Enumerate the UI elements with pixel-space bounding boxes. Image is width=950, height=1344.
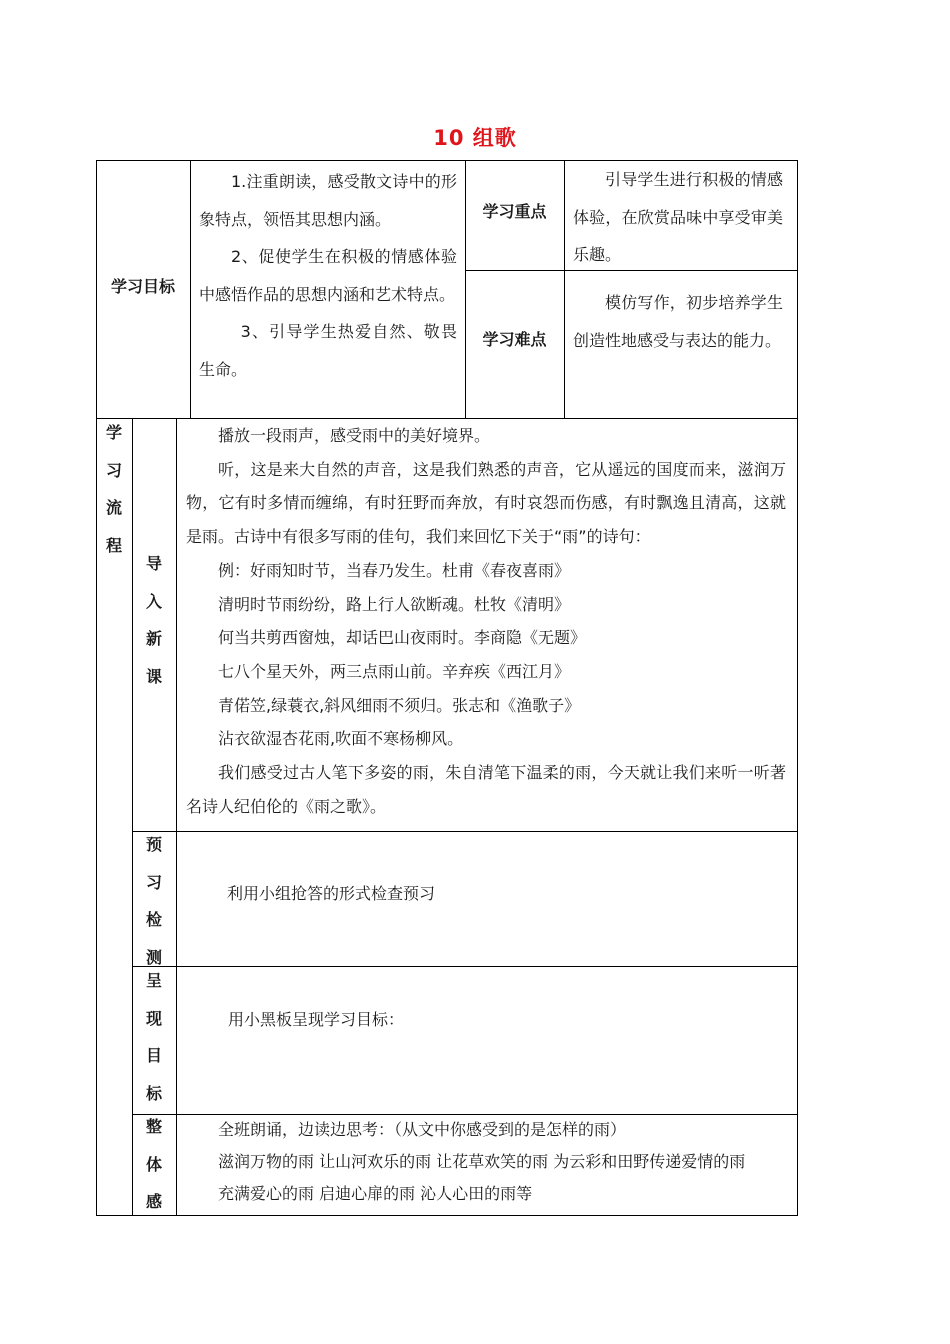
goals-list xyxy=(199,163,457,388)
section-label-goals: 呈 现 目 标 xyxy=(145,971,162,1103)
intro-line: 沾衣欲湿杏花雨,吹面不寒杨柳风。 xyxy=(218,729,464,749)
overall-line: 全班朗诵，边读边思考：（从文中你感受到的是怎样的雨） xyxy=(218,1120,627,1139)
section-label-overall: 整 体 感 xyxy=(145,1117,162,1211)
intro-line: 播放一段雨声，感受雨中的美好境界。 xyxy=(218,426,491,445)
preview-text: 利用小组抢答的形式检查预习 xyxy=(227,884,436,903)
difficulty-label: 学习难点 xyxy=(482,330,547,349)
intro-line: 听，这是来大自然的声音，这是我们熟悉的声音，它从遥远的国度而来，滋润万物，它有时多情而缠绵，有时狂野而奔放，有时哀怨而伤感，有时飘逸且清高，这就是雨。古诗中有很多写雨的佳句，我们来回忆下关于“雨”的诗句： xyxy=(186,459,786,547)
goal-item: 3、引导学生热爱自然、敬畏生命。 xyxy=(199,322,457,379)
overall-line: 充满爱心的雨 启迪心扉的雨 沁人心田的雨等 xyxy=(218,1184,533,1203)
overall-line: 滋润万物的雨 让山河欢乐的雨 让花草欢笑的雨 为云彩和田野传递爱情的雨 xyxy=(218,1152,746,1171)
intro-line: 何当共剪西窗烛，却话巴山夜雨时。李商隐《无题》 xyxy=(218,628,587,648)
intro-content xyxy=(186,419,786,823)
intro-line: 我们感受过古人笔下多姿的雨，朱自清笔下温柔的雨，今天就让我们来听一听著名诗人纪伯伦的《雨之歌》。 xyxy=(186,763,786,816)
process-label: 学 习 流 程 xyxy=(105,423,122,555)
focus-label: 学习重点 xyxy=(482,202,547,221)
overall-content xyxy=(218,1114,793,1210)
document-title: 10 组歌 xyxy=(433,126,517,150)
difficulty-text: 模仿写作，初步培养学生创造性地感受与表达的能力。 xyxy=(573,293,783,350)
goal-item: 2、促使学生在积极的情感体验中感悟作品的思想内涵和艺术特点。 xyxy=(199,247,457,304)
intro-line: 青偌笠,绿蓑衣,斜风细雨不须归。张志和《渔歌子》 xyxy=(218,695,581,715)
intro-line: 清明时节雨纷纷，路上行人欲断魂。杜牧《清明》 xyxy=(218,594,571,614)
intro-line: 例：好雨知时节，当春乃发生。杜甫《春夜喜雨》 xyxy=(218,560,571,580)
section-label-intro: 导 入 新 课 xyxy=(145,554,162,686)
present-goals-text: 用小黑板呈现学习目标： xyxy=(228,1010,405,1029)
section-label-preview: 预 习 检 测 xyxy=(145,835,162,967)
goals-label: 学习目标 xyxy=(110,277,175,296)
goal-item: 1.注重朗读，感受散文诗中的形象特点，领悟其思想内涵。 xyxy=(199,172,457,229)
focus-text: 引导学生进行积极的情感体验，在欣赏品味中享受审美乐趣。 xyxy=(573,170,783,264)
intro-line: 七八个星天外，两三点雨山前。辛弃疾《西江月》 xyxy=(218,661,571,681)
